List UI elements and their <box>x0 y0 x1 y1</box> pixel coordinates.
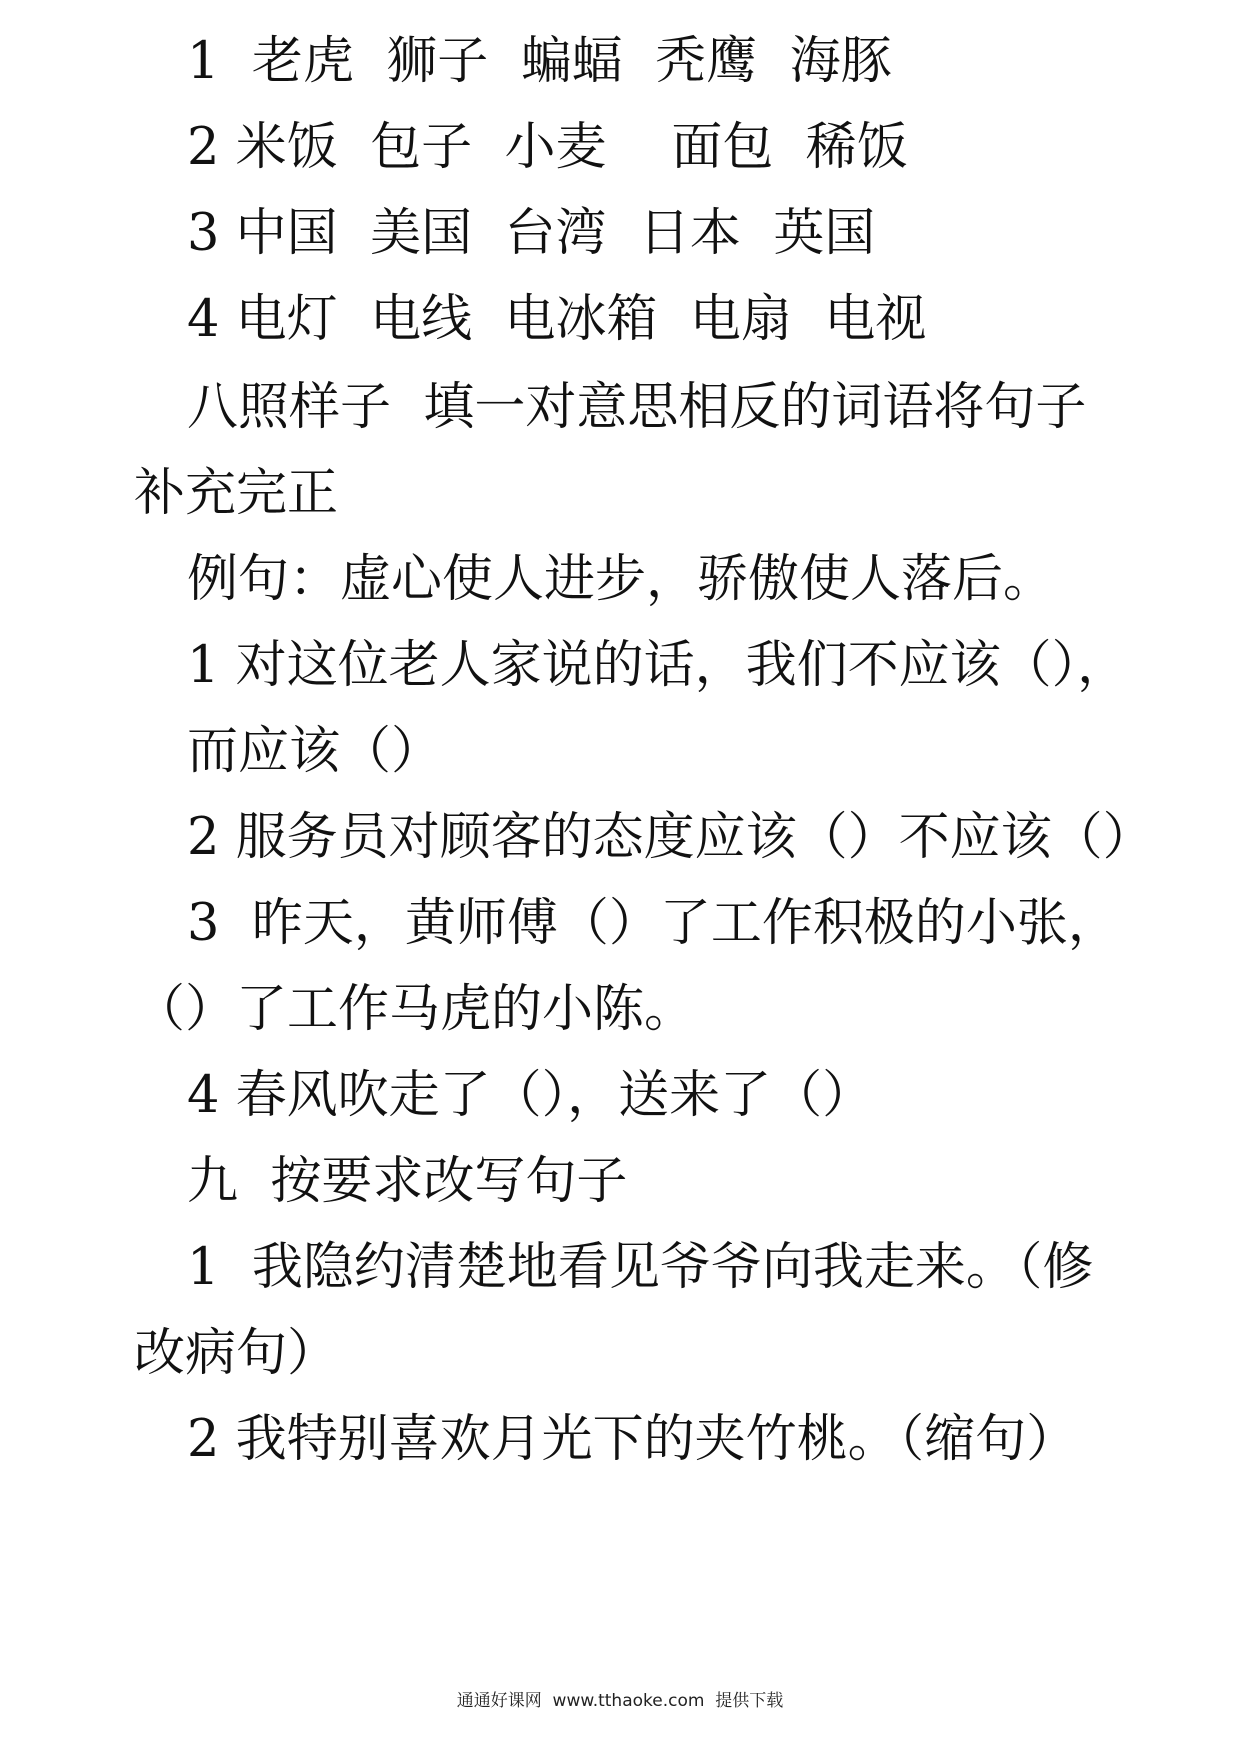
classification-item-2: 2 米饭 包子 小麦 面包 稀饭 <box>187 118 908 177</box>
rewrite-item-1-continued: 改病句） <box>134 1324 339 1383</box>
fill-blank-item-4: 4 春风吹走了（），送来了（） <box>187 1066 874 1125</box>
fill-blank-item-1: 1 对这位老人家说的话，我们不应该（）， <box>187 636 1129 695</box>
section-9-heading: 九 按要求改写句子 <box>187 1152 628 1211</box>
section-8-heading-continued: 补充完正 <box>134 464 339 523</box>
section-8-heading: 八照样子 填一对意思相反的词语将句子 <box>187 378 1087 437</box>
rewrite-item-2: 2 我特别喜欢月光下的夹竹桃。（缩句） <box>187 1410 1078 1469</box>
fill-blank-item-3: 3 昨天，黄师傅（）了工作积极的小张， <box>187 894 1119 953</box>
fill-blank-item-2: 2 服务员对顾客的态度应该（）不应该（） <box>187 808 1154 867</box>
classification-item-1: 1 老虎 狮子 蝙蝠 秃鹰 海豚 <box>187 32 892 91</box>
classification-item-4: 4 电灯 电线 电冰箱 电扇 电视 <box>187 290 927 349</box>
fill-blank-item-1-continued: 而应该（） <box>187 722 443 781</box>
fill-blank-item-3-continued: （）了工作马虎的小陈。 <box>134 980 696 1039</box>
classification-item-3: 3 中国 美国 台湾 日本 英国 <box>187 204 876 263</box>
example-sentence: 例句：虚心使人进步，骄傲使人落后。 <box>187 550 1055 609</box>
rewrite-item-1: 1 我隐约清楚地看见爷爷向我走来。（修 <box>187 1238 1094 1297</box>
page-footer: 通通好课网 www.tthaoke.com 提供下载 <box>456 1691 784 1711</box>
